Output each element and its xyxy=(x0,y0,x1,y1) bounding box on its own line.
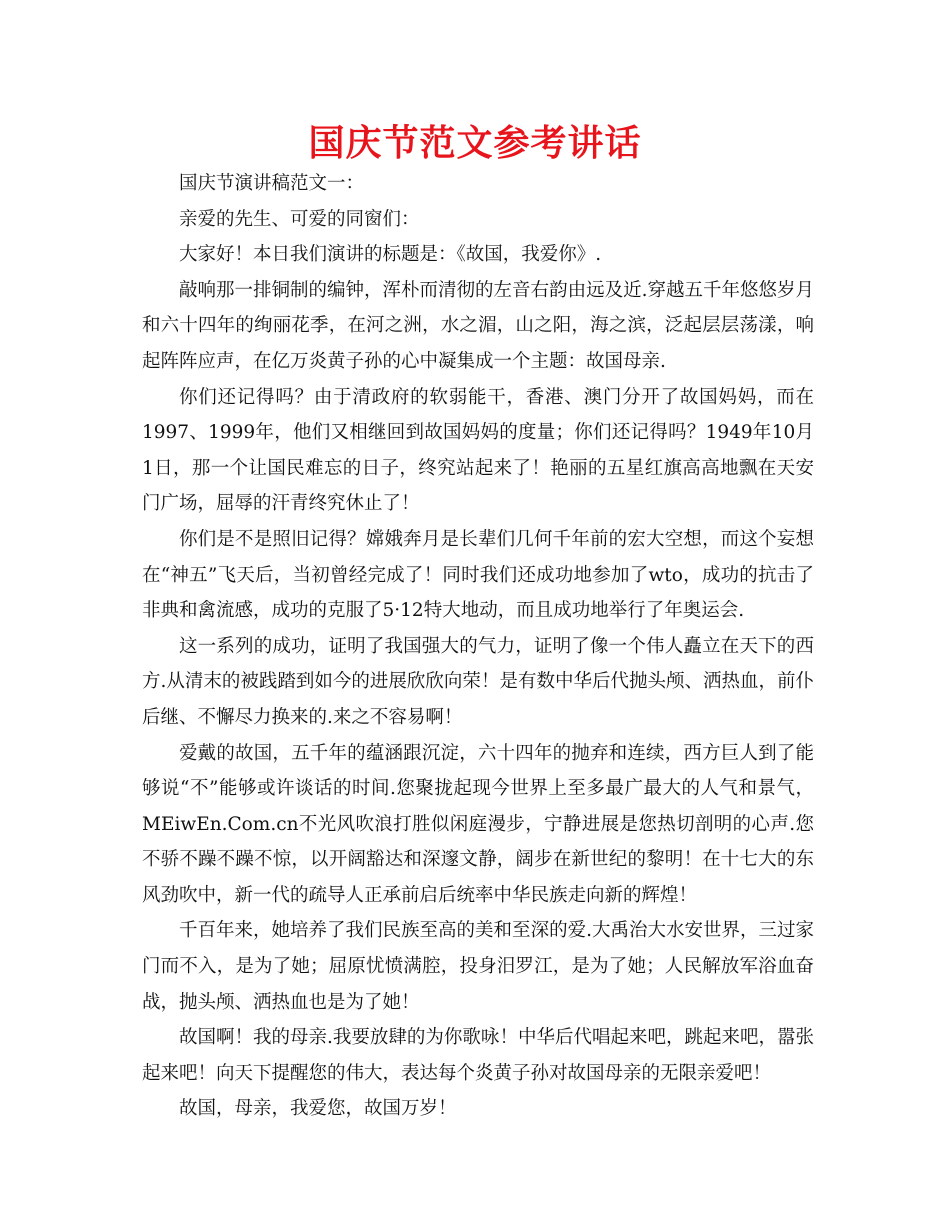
paragraph-body: 敲响那一排铜制的编钟，浑朴而清彻的左音右韵由远及近.穿越五千年悠悠岁月和六十四年的绚丽花季，在河之洲，水之湄，山之阳，海之滨，泛起层层荡漾，响起阵阵应声，在亿万炎黄子孙的心中凝集成一个主题：故国母亲. xyxy=(142,279,814,372)
paragraph-body: 你们是不是照旧记得？嫦娥奔月是长辈们几何千年前的宏大空想，而这个妄想在“神五”飞天后，当初曾经完成了！同时我们还成功地参加了wto，成功的抗击了非典和禽流感，成功的克服了5·12特大地动，而且成功地举行了年奥运会. xyxy=(142,528,814,622)
paragraph-salutation: 亲爱的先生、可爱的同窗们： xyxy=(179,208,420,230)
document-title: 国庆节范文参考讲话 xyxy=(308,123,642,164)
paragraph-body: 你们还记得吗？由于清政府的软弱能干，香港、澳门分开了故国妈妈，而在1997、1999年，他们又相继回到故国妈妈的度量；你们还记得吗？1949年10月1日，那一个让国民难忘的日子，终究站起来了！艳丽的五星红旗高高地飘在天安门广场，屈辱的汗青终究休止了！ xyxy=(142,386,814,515)
paragraph-body: 这一系列的成功，证明了我国强大的气力，证明了像一个伟人矗立在天下的西方.从清末的被践踏到如今的进展欣欣向荣！是有数中华后代抛头颅、洒热血，前仆后继、不懈尽力换来的.来之不容易啊！ xyxy=(142,635,814,728)
paragraph-greeting: 大家好！本日我们演讲的标题是：《故国，我爱你》. xyxy=(179,244,602,266)
paragraph-body: 故国啊！我的母亲.我要放肆的为你歌咏！中华后代唱起来吧，跳起来吧，嚣张起来吧！向天下提醒您的伟大，表达每个炎黄子孙对故国母亲的无限亲爱吧！ xyxy=(142,1027,814,1084)
paragraph-heading: 国庆节演讲稿范文一： xyxy=(179,173,365,194)
paragraph-body: 爱戴的故国，五千年的蕴涵跟沉淀，六十四年的抛弃和连续，西方巨人到了能够说“不”能够或许谈话的时间.您聚拢起现今世界上至多最广最大的人气和景气，MEiwEn.Com.cn不光风吹浪打胜似闲庭漫步，宁静进展是您热切剖明的心声.您不骄不躁不躁不惊，以开阔豁达和深邃文静，阔步在新世纪的黎明！在十七大的东风劲吹中，新一代的疏导人正承前启后统率中华民族走向新的辉煌！ xyxy=(142,742,814,906)
paragraph-closing: 故国，母亲，我爱您，故国万岁！ xyxy=(179,1098,457,1120)
document-body xyxy=(142,166,814,1127)
paragraph-body: 千百年来，她培养了我们民族至高的美和至深的爱.大禹治大水安世界，三过家门而不入，是为了她；屈原忧愤满腔，投身汨罗江，是为了她；人民解放军浴血奋战，抛头颅、洒热血也是为了她！ xyxy=(142,920,814,1013)
